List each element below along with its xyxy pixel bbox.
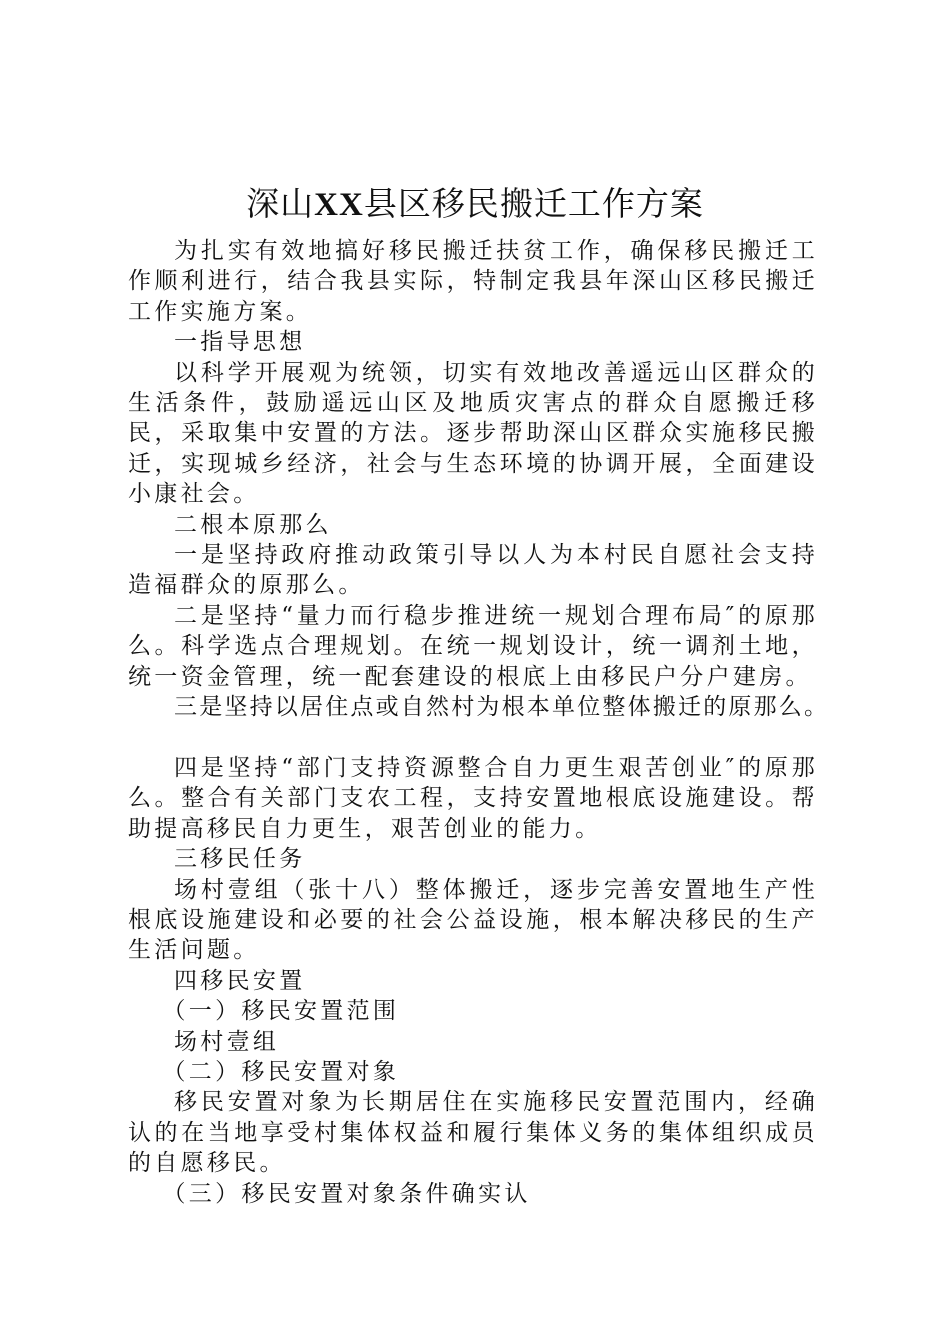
- principle-one-paragraph: 一是坚持政府推动政策引导以人为本村民自愿社会支持造福群众的原那么。: [128, 542, 818, 599]
- subheading-target-conditions: （三）移民安置对象条件确实认: [162, 1180, 531, 1207]
- guiding-thought-paragraph: 以科学开展观为统领，切实有效地改善遥远山区群众的生活条件，鼓励遥远山区及地质灾害点的群众自愿搬迁移民，采取集中安置的方法。逐步帮助深山区群众实施移民搬迁，实现城乡经济，社会与生态环境的协调开展，全面建设小康社会。: [128, 359, 818, 508]
- section-heading-guiding-thought: 一指导思想: [174, 329, 306, 356]
- resettlement-scope-paragraph: 场村壹组: [174, 1028, 280, 1055]
- title-prefix: 深山: [246, 184, 315, 223]
- principle-four-paragraph: 四是坚持“部门支持资源整合自力更生艰苦创业″的原那么。整合有关部门支农工程，支持安置地根底设施建设。帮助提高移民自力更生，艰苦创业的能力。: [128, 754, 818, 842]
- subheading-resettlement-targets: （二）移民安置对象: [162, 1058, 400, 1085]
- resettlement-targets-paragraph: 移民安置对象为长期居住在实施移民安置范围内，经确认的在当地享受村集体权益和履行集体义务的集体组织成员的自愿移民。: [128, 1089, 818, 1177]
- blank-line: [128, 723, 818, 753]
- intro-paragraph: 为扎实有效地搞好移民搬迁扶贫工作，确保移民搬迁工作顺利进行，结合我县实际，特制定我县年深山区移民搬迁工作实施方案。: [128, 238, 818, 325]
- section-heading-migration-task: 三移民任务: [174, 846, 306, 873]
- subheading-resettlement-scope: （一）移民安置范围: [162, 998, 400, 1025]
- title-suffix: 县区移民搬迁工作方案: [363, 184, 704, 223]
- section-heading-basic-principles: 二根本原那么: [174, 511, 332, 538]
- document-body: [128, 236, 830, 1209]
- migration-task-paragraph: 场村壹组（张十八）整体搬迁，逐步完善安置地生产性根底设施建设和必要的社会公益设施，根本解决移民的生产生活问题。: [128, 876, 818, 964]
- principle-three-paragraph: 三是坚持以居住点或自然村为根本单位整体搬迁的原那么。: [174, 694, 830, 721]
- title-placeholder-xx: XX: [314, 187, 364, 223]
- document-title: [0, 182, 950, 227]
- principle-two-paragraph: 二是坚持“量力而行稳步推进统一规划合理布局″的原那么。科学选点合理规划。在统一规划设计，统一调剂土地，统一资金管理，统一配套建设的根底上由移民户分户建房。: [128, 602, 818, 690]
- section-heading-resettlement: 四移民安置: [174, 967, 306, 994]
